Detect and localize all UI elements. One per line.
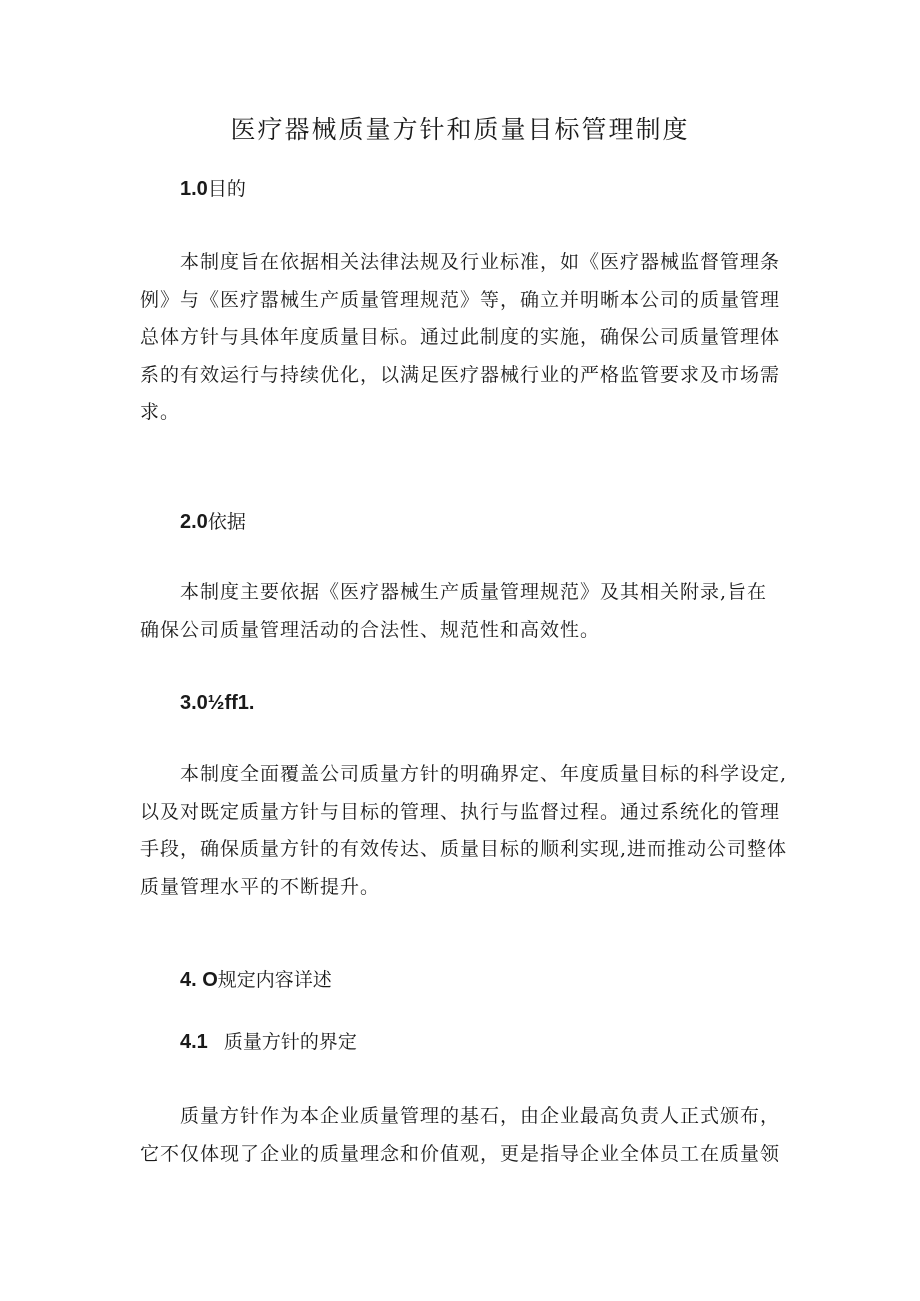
subsection-heading-policy xyxy=(180,1028,357,1056)
section-number: 4. O xyxy=(180,969,218,991)
section-number: 2.0 xyxy=(180,511,208,533)
section-heading-basis xyxy=(180,508,246,536)
section-title: 质量方针的界定 xyxy=(223,1031,357,1053)
paragraph-line: 本制度主要依据《医疗器械生产质量管理规范》及其相关附录,旨在 xyxy=(180,581,768,603)
paragraph-line: 以及对既定质量方针与目标的管理、执行与监督过程。通过系统化的管理 xyxy=(140,800,781,823)
paragraph-line: 求。 xyxy=(140,401,181,423)
section-title: 目的 xyxy=(207,178,246,200)
section-heading-scope xyxy=(180,689,254,717)
paragraph-line: 确保公司质量管理活动的合法性、规范性和高效性。 xyxy=(140,618,601,641)
section-title: 规定内容详述 xyxy=(217,969,332,991)
paragraph-line: 质量管理水平的不断提升。 xyxy=(140,875,381,898)
paragraph-policy xyxy=(140,1098,788,1173)
paragraph-purpose xyxy=(140,244,788,432)
paragraph-line: 系的有效运行与持续优化，以满足医疗器械行业的严格监管要求及市场需 xyxy=(140,363,781,386)
paragraph-line: 质量方针作为本企业质量管理的基石，由企业最高负责人正式颁布， xyxy=(180,1105,781,1127)
paragraph-line: 它不仅体现了企业的质量理念和价值观，更是指导企业全体员工在质量领 xyxy=(140,1142,781,1165)
paragraph-line: 手段，确保质量方针的有效传达、质量目标的顺利实现,进而推动公司整体 xyxy=(140,838,788,860)
section-number: 3.0½ff1. xyxy=(180,692,255,714)
document-title: 医疗器械质量方针和质量目标管理制度 xyxy=(230,115,690,144)
paragraph-scope xyxy=(140,756,788,906)
paragraph-line: 本制度全面覆盖公司质量方针的明确界定、年度质量目标的科学设定, xyxy=(180,763,788,785)
section-heading-details xyxy=(180,966,332,994)
paragraph-line: 本制度旨在依据相关法律法规及行业标准，如《医疗器械监督管理条 xyxy=(180,251,781,273)
paragraph-line: 例》与《医疗嚣械生产质量管理规范》等，确立并明晰本公司的质量管理 xyxy=(140,288,781,311)
section-number: 4.1 xyxy=(180,1031,208,1053)
section-number: 1.0 xyxy=(180,178,208,200)
section-title: 依据 xyxy=(207,511,246,533)
paragraph-line: 总体方针与具体年度质量目标。通过此制度的实施，确保公司质量管理体 xyxy=(140,326,781,348)
paragraph-basis xyxy=(140,574,788,649)
section-heading-purpose xyxy=(180,175,246,203)
